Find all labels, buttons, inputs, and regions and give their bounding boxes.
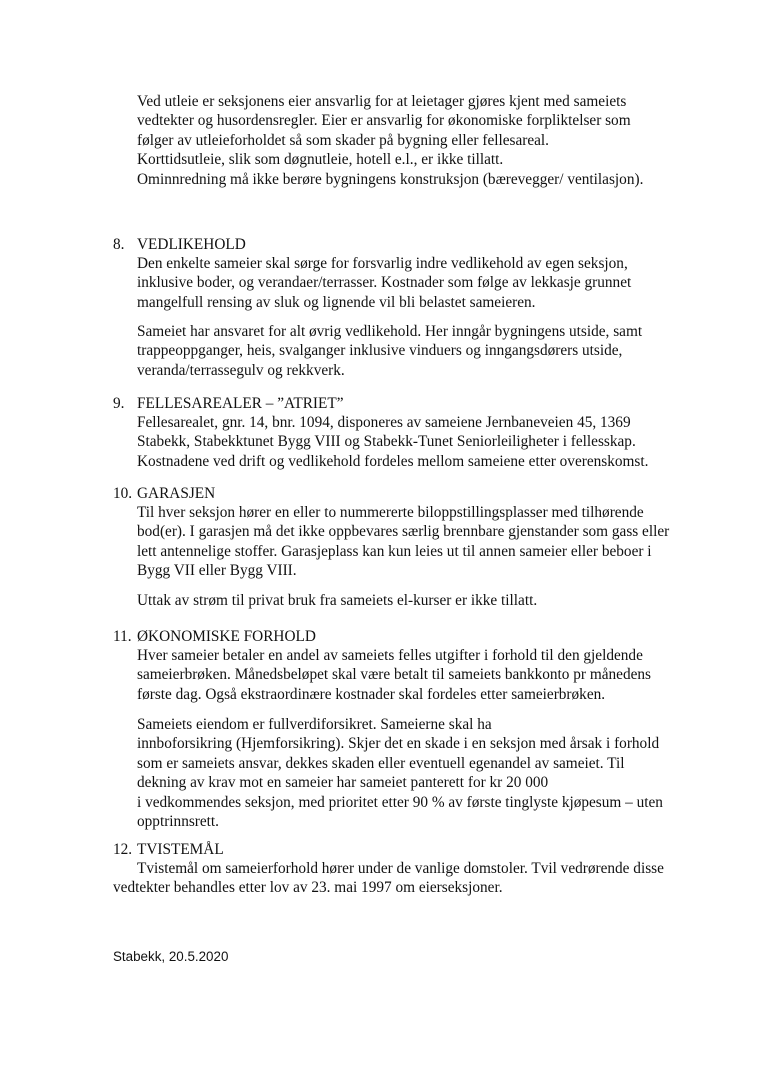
text-line: i vedkommendes seksjon, med prioritet etter 90 % av første tinglyste kjøpesum – uten xyxy=(137,793,663,811)
section-title: GARASJEN xyxy=(137,485,216,502)
section-number: 9. xyxy=(113,395,125,412)
text-line: inklusive boder, og verandaer/terrasser. Kostnader som følge av lekkasje grunnet xyxy=(137,274,632,292)
section-title: ØKONOMISKE FORHOLD xyxy=(137,628,316,645)
text-line: trappeoppganger, heis, svalganger inklusive vinduers og inngangsdørers utside, xyxy=(137,342,623,360)
section-8-paragraph-1 xyxy=(137,254,697,312)
section-9-paragraph-1 xyxy=(137,413,697,471)
section-10-paragraph-1 xyxy=(137,503,697,581)
section-11-paragraph-2 xyxy=(137,715,697,831)
section-title: TVISTEMÅL xyxy=(137,841,224,858)
text-line: dekning av krav mot en sameier har sameiet panterett for kr 20 000 xyxy=(137,774,549,792)
text-line: Den enkelte sameier skal sørge for forsvarlig indre vedlikehold av egen seksjon, xyxy=(137,255,628,272)
section-title: FELLESAREALER – ”ATRIET” xyxy=(137,395,344,412)
text-line: Bygg VII eller Bygg VIII. xyxy=(137,562,297,580)
text-line: Tvistemål om sameierforhold hører under de vanlige domstoler. Tvil vedrørende disse xyxy=(137,860,664,877)
place-date: Stabekk, 20.5.2020 xyxy=(113,949,229,964)
text-line: Stabekk, Stabekktunet Bygg VIII og Stabekk-Tunet Seniorleiligheter i fellesskap. xyxy=(137,433,636,451)
text-line: Fellesarealet, gnr. 14, bnr. 1094, disponeres av sameiene Jernbaneveien 45, 1369 xyxy=(137,414,631,431)
text-line: Til hver seksjon hører en eller to nummererte biloppstillingsplasser med tilhørende xyxy=(137,504,644,521)
text-line: følger av utleieforholdet så som skader på bygning eller fellesareal. xyxy=(137,131,550,149)
text-line: som er sameiets ansvar, dekkes skaden eller eventuell egenandel av sameiet. Til xyxy=(137,754,625,772)
text-line: Korttidsutleie, slik som døgnutleie, hotell e.l., er ikke tillatt. xyxy=(137,151,504,169)
section-heading-11 xyxy=(113,627,316,646)
text-line: Uttak av strøm til privat bruk fra sameiets el-kurser er ikke tillatt. xyxy=(137,592,538,609)
section-10-paragraph-2 xyxy=(137,591,697,610)
intro-paragraph xyxy=(137,92,697,189)
text-line: sameierbrøken. Månedsbeløpet skal være betalt til sameiets bankkonto pr månedens xyxy=(137,666,651,684)
section-12-trailing-line xyxy=(113,878,503,897)
text-line: opptrinnsrett. xyxy=(137,813,219,831)
section-heading-9 xyxy=(113,394,343,413)
text-line: mangelfull rensing av sluk og lignende vil bli belastet sameieren. xyxy=(137,293,536,311)
section-number: 11. xyxy=(113,628,132,645)
section-heading-10 xyxy=(113,484,215,503)
text-line: Ominnredning må ikke berøre bygningens konstruksjon (bærevegger/ ventilasjon). xyxy=(137,170,644,188)
section-number: 8. xyxy=(113,236,125,253)
text-line: Sameiet har ansvaret for alt øvrig vedlikehold. Her inngår bygningens utside, samt xyxy=(137,323,643,340)
text-line: innboforsikring (Hjemforsikring). Skjer det en skade i en seksjon med årsak i forhold xyxy=(137,735,660,753)
text-line: vedtekter og husordensregler. Eier er ansvarlig for økonomiske forpliktelser som xyxy=(137,112,631,130)
section-number: 12. xyxy=(113,841,133,858)
text-line: første dag. Også ekstraordinære kostnader skal fordeles etter sameierbrøken. xyxy=(137,685,606,703)
text-line: Kostnadene ved drift og vedlikehold fordeles mellom sameiene etter overenskomst. xyxy=(137,452,649,470)
text-line: lett antennelige stoffer. Garasjeplass kan kun leies ut til annen sameier eller beboer i xyxy=(137,542,652,560)
text-line: Hver sameier betaler en andel av sameiets felles utgifter i forhold til den gjeldende xyxy=(137,647,643,664)
text-line: bod(er). I garasjen må det ikke oppbevares særlig brennbare gjenstander som gass eller xyxy=(137,523,670,541)
section-11-paragraph-1 xyxy=(137,646,697,704)
section-title: VEDLIKEHOLD xyxy=(137,236,246,253)
text-line: vedtekter behandles etter lov av 23. mai 1997 om eierseksjoner. xyxy=(113,879,503,896)
text-line: Sameiets eiendom er fullverdiforsikret. Sameierne skal ha xyxy=(137,716,492,733)
section-heading-12 xyxy=(113,840,224,859)
section-heading-8 xyxy=(113,235,246,254)
text-line: Ved utleie er seksjonens eier ansvarlig for at leietager gjøres kjent med sameiets xyxy=(137,93,627,110)
section-12-paragraph-1 xyxy=(137,859,697,878)
section-8-paragraph-2 xyxy=(137,322,697,380)
section-number: 10. xyxy=(113,485,133,502)
text-line: veranda/terrassegulv og rekkverk. xyxy=(137,361,345,379)
